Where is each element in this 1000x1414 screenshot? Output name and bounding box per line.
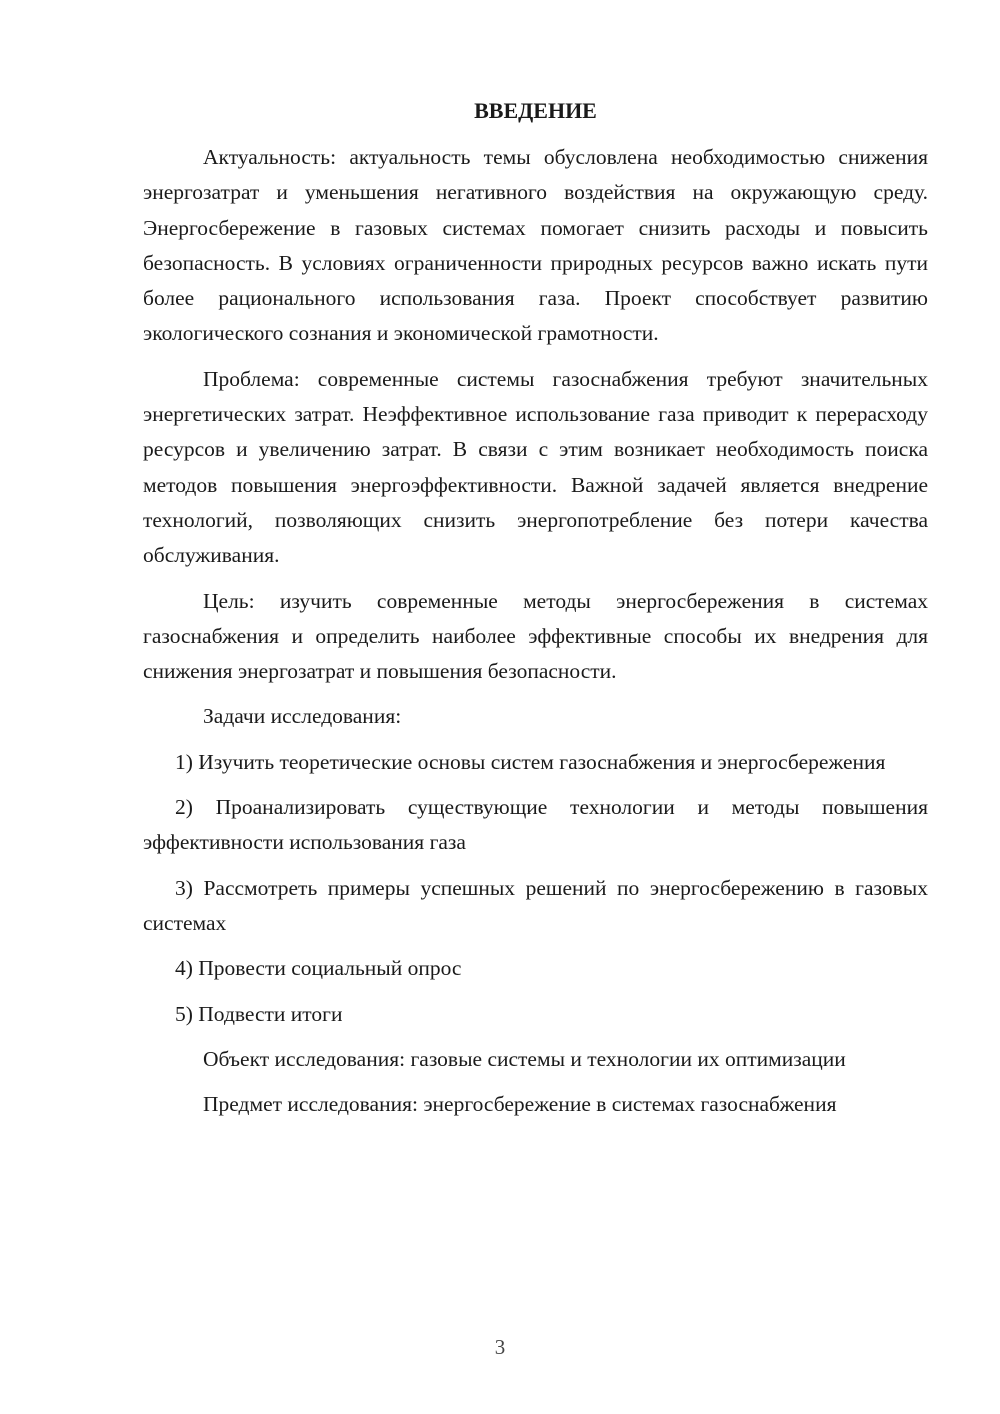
task-item: 3) Рассмотреть примеры успешных решений по энергосбережению в газовых системах [143, 875, 928, 935]
section-title: ВВЕДЕНИЕ [474, 98, 597, 123]
problem-paragraph: Проблема: современные системы газоснабжения требуют значительных энергетических затрат. Неэффективное использование газа приводит к перерасходу ресурсов и увеличению затрат. В связи с этим возникает необходимость поиска методов повышения энергоэффективности. Важной задачей является внедрение технологий, позволяющих снизить энергопотребление без потери качества обслуживания. [143, 366, 928, 568]
task-item: 2) Проанализировать существующие технологии и методы повышения эффективности использования газа [143, 795, 928, 855]
subject-paragraph: Предмет исследования: энергосбережение в системах газоснабжения [203, 1092, 837, 1117]
goal-paragraph: Цель: изучить современные методы энергосбережения в системах газоснабжения и определить наиболее эффективные способы их внедрения для снижения энергозатрат и повышения безопасности. [143, 588, 928, 684]
page-content [143, 96, 928, 1132]
task-item: 1) Изучить теоретические основы систем газоснабжения и энергосбережения [175, 749, 886, 774]
tasks-heading: Задачи исследования: [203, 704, 402, 729]
task-item: 5) Подвести итоги [175, 1001, 343, 1026]
page-number: 3 [494, 1335, 506, 1359]
object-paragraph: Объект исследования: газовые системы и технологии их оптимизации [203, 1046, 846, 1071]
task-item: 4) Провести социальный опрос [175, 956, 462, 981]
relevance-paragraph: Актуальность: актуальность темы обусловлена необходимостью снижения энергозатрат и уменьшения негативного воздействия на окружающую среду. Энергосбережение в газовых системах помогает снизить расходы и повысить безопасность. В условиях ограниченности природных ресурсов важно искать пути более рационального использования газа. Проект способствует развитию экологического сознания и экономической грамотности. [143, 145, 928, 346]
